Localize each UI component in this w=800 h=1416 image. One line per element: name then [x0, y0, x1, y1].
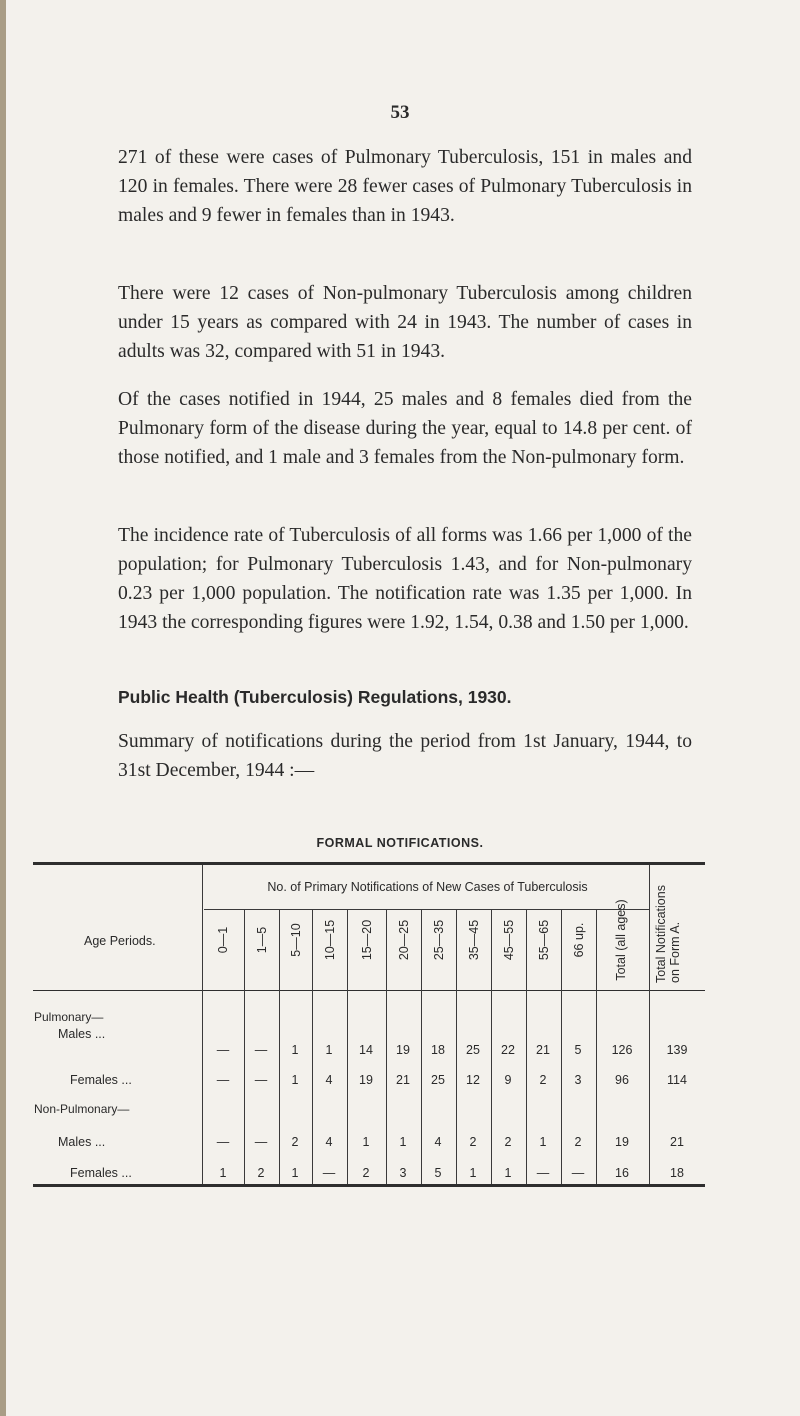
table-rule-bottom: [33, 1184, 705, 1187]
table-cell: 19: [396, 1043, 410, 1057]
table-cell: 1: [504, 1166, 512, 1180]
col-header-66-up: 66 up.: [572, 922, 586, 958]
table-cell: 1: [362, 1135, 370, 1149]
table-cell: 16: [615, 1166, 629, 1180]
table-vline: [649, 865, 650, 1184]
table-cell: —: [216, 1043, 230, 1057]
col-header-15-20: 15—20: [360, 919, 374, 961]
table-rule-top: [33, 862, 705, 865]
page-number: 53: [390, 102, 410, 123]
table-cell: 4: [325, 1135, 333, 1149]
col-header-5-10: 5—10: [289, 923, 303, 957]
table-cell: 21: [396, 1073, 410, 1087]
table-cell: 19: [359, 1073, 373, 1087]
table-cell: 2: [539, 1073, 547, 1087]
group-header-rule: [204, 909, 649, 910]
table-cell: 3: [574, 1073, 582, 1087]
table-cell: 5: [574, 1043, 582, 1057]
table-cell: 18: [670, 1166, 684, 1180]
paragraph-4: The incidence rate of Tuberculosis of all forms was 1.66 per 1,000 of the population; for Pulmonary Tuberculosis 1.43, and for Non-pulmonary 0.23 per 1,000 population. The notification rate was 1.35 per 1,000. In 1943 the corresponding figures were 1.92, 1.54, 0.38 and 1.50 per 1,000.: [118, 525, 692, 633]
table-cell: —: [254, 1043, 268, 1057]
col-header-form-a: Total Notifications on Form A.: [654, 885, 682, 983]
col-header-0-1: 0—1: [216, 926, 230, 954]
table-cell: 1: [291, 1073, 299, 1087]
row-label: Males ...: [58, 1027, 106, 1041]
table-cell: 2: [504, 1135, 512, 1149]
table-cell: —: [322, 1166, 336, 1180]
table-cell: 1: [539, 1135, 547, 1149]
table-cell: 1: [399, 1135, 407, 1149]
col-header-25-35: 25—35: [432, 919, 446, 961]
table-rule-header: [33, 990, 705, 991]
col-header-45-55: 45—55: [502, 919, 516, 961]
section-heading: Public Health (Tuberculosis) Regulations, 1930.: [118, 687, 512, 707]
group-label-pulmonary: Pulmonary—: [34, 1010, 104, 1024]
table-title: FORMAL NOTIFICATIONS.: [316, 836, 484, 850]
table-cell: —: [216, 1073, 230, 1087]
table-cell: 14: [359, 1043, 373, 1057]
col-header-10-15: 10—15: [323, 919, 337, 961]
group-label-non-pulmonary: Non-Pulmonary—: [34, 1102, 130, 1116]
row-label: Females ...: [70, 1166, 132, 1180]
paragraph-1: 271 of these were cases of Pulmonary Tuberculosis, 151 in males and 120 in females. There were 28 fewer cases of Pulmonary Tuberculosis in males and 9 fewer in females than in 1943.: [118, 147, 692, 226]
table-cell: —: [571, 1166, 585, 1180]
col-header-20-25: 20—25: [397, 919, 411, 961]
row-label: Males ...: [58, 1135, 106, 1149]
table-cell: 2: [257, 1166, 265, 1180]
summary-text: Summary of notifications during the period from 1st January, 1944, to 31st December, 1944 :—: [118, 731, 692, 781]
table-cell: 2: [362, 1166, 370, 1180]
table-cell: 1: [219, 1166, 227, 1180]
page-edge: [0, 0, 6, 1416]
table-cell: 21: [670, 1135, 684, 1149]
table-cell: 2: [574, 1135, 582, 1149]
table-cell: 19: [615, 1135, 629, 1149]
col-header-55-65: 55—65: [537, 919, 551, 961]
table-cell: 4: [434, 1135, 442, 1149]
paragraph-3: Of the cases notified in 1944, 25 males and 8 females died from the Pulmonary form of the disease during the year, equal to 14.8 per cent. of those notified, and 1 male and 3 females from the Non-pulmonary form.: [118, 389, 692, 468]
table-cell: 4: [325, 1073, 333, 1087]
table-cell: 139: [666, 1043, 688, 1057]
table-cell: 126: [611, 1043, 633, 1057]
table-cell: 25: [431, 1073, 445, 1087]
group-header: No. of Primary Notifications of New Cases of Tuberculosis: [267, 880, 588, 894]
table-cell: 96: [615, 1073, 629, 1087]
age-periods-header: Age Periods.: [84, 934, 156, 948]
table-cell: 12: [466, 1073, 480, 1087]
row-label: Females ...: [70, 1073, 132, 1087]
table-cell: —: [254, 1073, 268, 1087]
table-cell: 21: [536, 1043, 550, 1057]
paragraph-2: There were 12 cases of Non-pulmonary Tuberculosis among children under 15 years as compared with 24 in 1943. The number of cases in adults was 32, compared with 51 in 1943.: [118, 283, 692, 362]
table-cell: 2: [469, 1135, 477, 1149]
table-cell: 2: [291, 1135, 299, 1149]
col-header-total-all-ages: Total (all ages): [614, 899, 628, 981]
table-cell: 114: [667, 1073, 687, 1087]
col-header-35-45: 35—45: [467, 919, 481, 961]
table-cell: 1: [291, 1166, 299, 1180]
table-cell: —: [216, 1135, 230, 1149]
table-cell: 1: [325, 1043, 333, 1057]
table-cell: 18: [431, 1043, 445, 1057]
table-cell: 3: [399, 1166, 407, 1180]
table-cell: 1: [469, 1166, 477, 1180]
table-cell: 1: [291, 1043, 299, 1057]
table-cell: —: [254, 1135, 268, 1149]
table-cell: 25: [466, 1043, 480, 1057]
col-header-1-5: 1—5: [255, 926, 269, 954]
table-cell: 22: [501, 1043, 515, 1057]
table-cell: 5: [434, 1166, 442, 1180]
table-cell: 9: [504, 1073, 512, 1087]
table-cell: —: [536, 1166, 550, 1180]
